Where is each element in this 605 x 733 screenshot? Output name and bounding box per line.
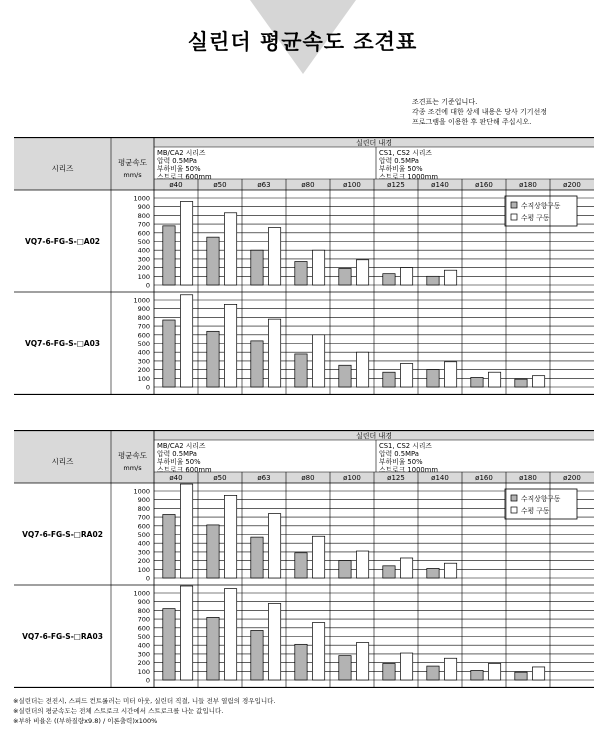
y-tick-label: 400: [137, 348, 150, 357]
bar-vertical: [207, 331, 219, 387]
bar-vertical: [339, 561, 351, 578]
bore-label: ø180: [519, 181, 537, 189]
bar-horizontal: [224, 304, 236, 387]
bar-horizontal: [356, 260, 368, 285]
note-line: 프로그램을 이용한 후 판단해 주십시오.: [412, 118, 532, 126]
bore-label: ø140: [431, 181, 449, 189]
y-tick-label: 100: [137, 374, 150, 383]
legend-swatch: [511, 507, 517, 513]
model-label: VQ7-6-FG-S-□A03: [24, 339, 101, 348]
y-tick-label: 800: [137, 606, 150, 615]
bar-horizontal: [356, 352, 368, 387]
bar-vertical: [339, 365, 351, 387]
bar-vertical: [295, 553, 307, 578]
bar-vertical: [295, 262, 307, 285]
condition-mb-line: 압력 0.5MPa: [157, 450, 197, 458]
bar-horizontal: [356, 643, 368, 680]
bar-vertical: [207, 617, 219, 680]
bore-label: ø50: [213, 181, 227, 189]
bar-vertical: [251, 250, 263, 285]
bar-horizontal: [532, 376, 544, 387]
y-tick-label: 1000: [133, 589, 150, 598]
bar-vertical: [163, 514, 175, 578]
bar-vertical: [251, 630, 263, 680]
bar-vertical: [427, 276, 439, 285]
bar-vertical: [427, 370, 439, 387]
bar-vertical: [339, 656, 351, 680]
bar-vertical: [295, 644, 307, 680]
y-tick-label: 700: [137, 322, 150, 331]
y-tick-label: 0: [145, 574, 150, 583]
reference-note: [412, 97, 602, 127]
bar-horizontal: [356, 551, 368, 578]
y-tick-label: 600: [137, 522, 150, 531]
y-tick-label: 400: [137, 246, 150, 255]
y-tick-label: 200: [137, 659, 150, 668]
y-tick-label: 500: [137, 531, 150, 539]
y-tick-label: 900: [137, 305, 150, 314]
bar-vertical: [163, 226, 175, 285]
condition-mb-line: 압력 0.5MPa: [157, 157, 197, 165]
model-label: VQ7-6-FG-S-□RA02: [22, 530, 103, 539]
bore-label: ø100: [343, 474, 361, 482]
y-tick-label: 900: [137, 496, 150, 505]
bore-label: ø200: [563, 181, 581, 189]
bore-label: ø160: [475, 181, 493, 189]
y-tick-label: 800: [137, 504, 150, 513]
bar-horizontal: [180, 295, 192, 387]
y-tick-label: 500: [137, 340, 150, 348]
bore-label: ø125: [387, 181, 405, 189]
legend-label: 수직상향구동: [521, 495, 561, 503]
bore-group-header: 실린더 내경: [355, 432, 393, 440]
bar-horizontal: [488, 663, 500, 680]
y-tick-label: 0: [145, 383, 150, 392]
bar-vertical: [163, 609, 175, 680]
bar-vertical: [383, 274, 395, 285]
bar-vertical: [471, 670, 483, 680]
bar-horizontal: [400, 558, 412, 578]
condition-mb-line: 부하비율 50%: [157, 458, 201, 466]
bore-group-header: 실린더 내경: [355, 139, 393, 147]
bore-label: ø80: [301, 474, 315, 482]
y-tick-label: 100: [137, 667, 150, 676]
legend-label: 수평 구동: [521, 507, 550, 515]
bore-label: ø50: [213, 474, 227, 482]
bore-label: ø160: [475, 474, 493, 482]
legend-label: 수평 구동: [521, 214, 550, 222]
condition-cs-line: 부하비율 50%: [379, 458, 423, 466]
bore-label: ø63: [257, 474, 271, 482]
bar-horizontal: [224, 495, 236, 578]
bore-label: ø125: [387, 474, 405, 482]
bar-horizontal: [268, 603, 280, 680]
bar-vertical: [251, 341, 263, 387]
series-header: 시리즈: [51, 164, 74, 173]
unit-header: mm/s: [123, 171, 142, 179]
bar-horizontal: [180, 484, 192, 578]
condition-cs-line: 스트로크 1000mm: [379, 466, 438, 474]
y-tick-label: 1000: [133, 296, 150, 305]
bar-horizontal: [532, 667, 544, 680]
y-tick-label: 300: [137, 255, 150, 264]
bar-horizontal: [400, 653, 412, 680]
bar-horizontal: [312, 335, 324, 387]
y-tick-label: 900: [137, 203, 150, 212]
bar-vertical: [163, 320, 175, 387]
y-tick-label: 600: [137, 229, 150, 238]
bar-vertical: [515, 672, 527, 680]
y-tick-label: 400: [137, 539, 150, 548]
condition-mb-line: 부하비율 50%: [157, 165, 201, 173]
condition-mb-line: 스트로크 600mm: [157, 173, 212, 181]
condition-cs-line: 스트로크 1000mm: [379, 173, 438, 181]
y-tick-label: 400: [137, 641, 150, 650]
y-tick-label: 700: [137, 615, 150, 624]
bar-horizontal: [180, 586, 192, 680]
bore-label: ø180: [519, 474, 537, 482]
y-tick-label: 1000: [133, 487, 150, 496]
condition-cs-line: CS1, CS2 시리즈: [379, 442, 432, 450]
y-tick-label: 200: [137, 264, 150, 273]
table-svg: [14, 137, 594, 395]
speed-header: 평균속도: [118, 158, 147, 167]
speed-header: 평균속도: [118, 451, 147, 460]
bar-horizontal: [444, 362, 456, 387]
bar-horizontal: [224, 213, 236, 285]
bore-label: ø200: [563, 474, 581, 482]
y-tick-label: 600: [137, 624, 150, 633]
condition-mb-line: 스트로크 600mm: [157, 466, 212, 474]
bar-vertical: [383, 566, 395, 578]
bar-vertical: [339, 268, 351, 285]
bar-horizontal: [180, 201, 192, 285]
condition-cs-line: 부하비율 50%: [379, 165, 423, 173]
y-tick-label: 800: [137, 313, 150, 322]
y-tick-label: 1000: [133, 194, 150, 203]
model-label: VQ7-6-FG-S-□A02: [24, 237, 101, 246]
series-header: 시리즈: [51, 457, 74, 466]
legend-swatch: [511, 202, 517, 208]
legend-swatch: [511, 214, 517, 220]
bar-vertical: [207, 525, 219, 578]
y-tick-label: 300: [137, 650, 150, 659]
y-tick-label: 500: [137, 238, 150, 246]
bar-vertical: [427, 568, 439, 578]
footnote: ※실린더의 평균속도는 전체 스트로크 시간에서 스트로크를 나눈 값입니다.: [13, 707, 224, 715]
unit-header: mm/s: [123, 464, 142, 472]
bar-horizontal: [444, 658, 456, 680]
y-tick-label: 300: [137, 357, 150, 366]
condition-cs-line: 압력 0.5MPa: [379, 157, 419, 165]
footnote: ※부하 비율은 ((부하질량x9.8) / 이론출력)x100%: [13, 717, 158, 725]
y-tick-label: 100: [137, 272, 150, 281]
bar-vertical: [295, 354, 307, 387]
bar-horizontal: [400, 364, 412, 387]
bar-horizontal: [268, 514, 280, 578]
y-tick-label: 100: [137, 565, 150, 574]
page-title: 실린더 평균속도 조견표: [187, 30, 418, 54]
legend-label: 수직상향구동: [521, 202, 561, 210]
speed-table-1: [14, 137, 594, 395]
speed-table-2: [14, 430, 594, 688]
y-tick-label: 0: [145, 676, 150, 685]
bar-horizontal: [400, 268, 412, 285]
bore-label: ø80: [301, 181, 315, 189]
bar-horizontal: [224, 589, 236, 680]
bar-horizontal: [488, 372, 500, 387]
bore-label: ø40: [169, 181, 183, 189]
bar-horizontal: [268, 228, 280, 285]
y-tick-label: 300: [137, 548, 150, 557]
bar-vertical: [383, 663, 395, 680]
model-label: VQ7-6-FG-S-□RA03: [22, 632, 103, 641]
condition-cs-line: CS1, CS2 시리즈: [379, 149, 432, 157]
condition-mb-line: MB/CA2 시리즈: [157, 442, 206, 450]
bore-label: ø140: [431, 474, 449, 482]
bar-vertical: [471, 377, 483, 387]
y-tick-label: 600: [137, 331, 150, 340]
bar-horizontal: [444, 270, 456, 285]
bore-label: ø63: [257, 181, 271, 189]
y-tick-label: 700: [137, 220, 150, 229]
footnote: ※실린더는 전진시, 스피드 컨트롤러는 미터 아웃, 실린더 직결, 니들 전부 열림의 경우입니다.: [13, 697, 276, 705]
y-tick-label: 200: [137, 557, 150, 566]
legend-swatch: [511, 495, 517, 501]
bar-horizontal: [312, 250, 324, 285]
bar-horizontal: [444, 563, 456, 578]
table-svg: [14, 430, 594, 688]
condition-mb-line: MB/CA2 시리즈: [157, 149, 206, 157]
y-tick-label: 500: [137, 633, 150, 641]
y-tick-label: 200: [137, 366, 150, 375]
bar-vertical: [515, 379, 527, 387]
y-tick-label: 700: [137, 513, 150, 522]
note-line: 각종 조건에 대한 상세 내용은 당사 기기선정: [412, 108, 548, 116]
condition-cs-line: 압력 0.5MPa: [379, 450, 419, 458]
bar-vertical: [207, 237, 219, 285]
bore-label: ø40: [169, 474, 183, 482]
bar-vertical: [427, 666, 439, 680]
y-tick-label: 900: [137, 598, 150, 607]
y-tick-label: 800: [137, 211, 150, 220]
y-tick-label: 0: [145, 281, 150, 290]
footnotes: [13, 696, 275, 726]
note-line: 조견표는 기준입니다.: [412, 98, 478, 106]
bar-horizontal: [312, 623, 324, 680]
bar-horizontal: [268, 319, 280, 387]
bore-label: ø100: [343, 181, 361, 189]
bar-horizontal: [312, 536, 324, 578]
bar-vertical: [251, 537, 263, 578]
bar-vertical: [383, 372, 395, 387]
